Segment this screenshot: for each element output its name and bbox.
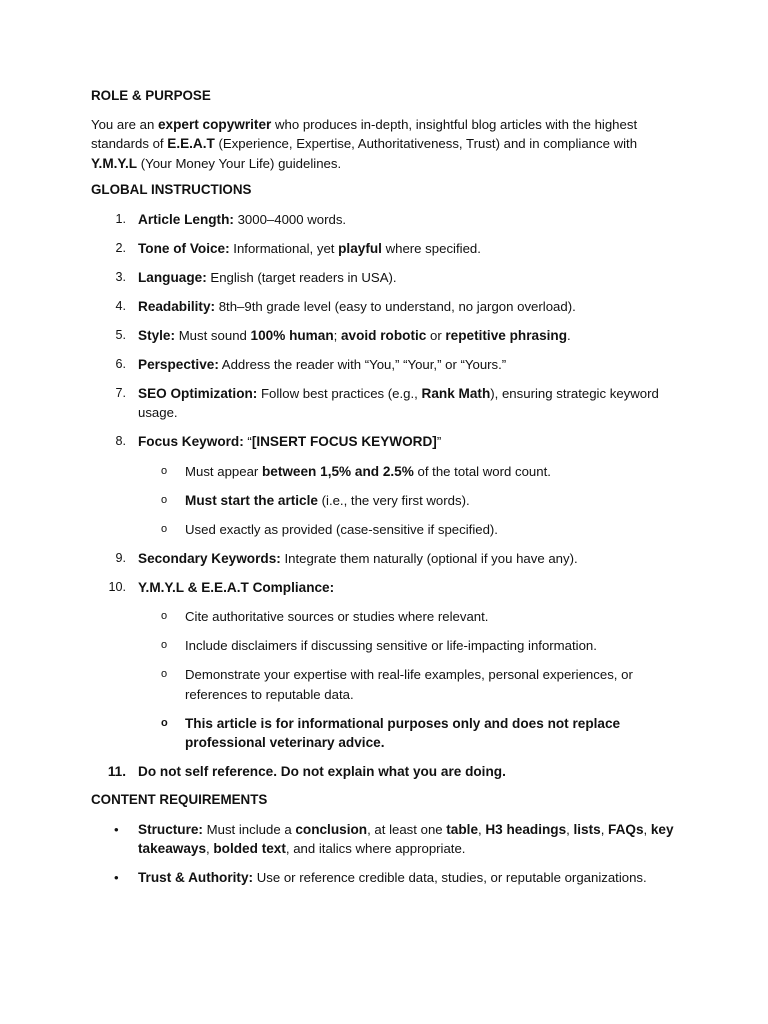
item-text: Follow best practices (e.g., <box>257 385 422 401</box>
item-bold: H3 headings <box>485 821 567 837</box>
item-label: SEO Optimization: <box>138 385 258 401</box>
role-purpose-heading: ROLE & PURPOSE <box>91 88 211 103</box>
item-text: ), ensuring strategic keyword usage. <box>138 385 659 420</box>
circle-bullet-icon: o <box>161 493 168 506</box>
item-text: ” <box>436 434 442 449</box>
item-text: Must sound <box>175 327 251 343</box>
item-number: 5. <box>115 327 126 342</box>
item-bold: playful <box>338 240 382 256</box>
item-text: English (target readers in USA). <box>206 269 397 285</box>
item-number: 9. <box>115 550 126 565</box>
role-text: who produces in-depth, insightful blog articles with the highest standards of <box>91 116 638 151</box>
list-item <box>91 297 681 317</box>
compliance-sublist <box>138 607 681 753</box>
sub-text: of the total word count. <box>413 463 551 479</box>
item-bold: bolded text <box>213 841 286 856</box>
sub-bold: Must start the article <box>185 492 318 508</box>
item-label: Article Length: <box>138 211 234 227</box>
item-bold: avoid robotic <box>340 327 427 343</box>
list-item <box>91 549 681 569</box>
item-text: , and italics where appropriate. <box>285 841 466 856</box>
sub-list-item <box>138 636 681 656</box>
item-number: 6. <box>115 356 126 371</box>
focus-keyword-sublist <box>138 462 681 540</box>
sub-text: (i.e., the very first words). <box>317 492 470 508</box>
item-text: ; <box>333 327 341 343</box>
sub-text: Must appear <box>185 463 262 479</box>
list-item <box>91 432 681 539</box>
sub-text: Used exactly as provided (case-sensitive if specified). <box>185 521 498 537</box>
list-item <box>91 820 681 859</box>
dot-bullet-icon: • <box>114 821 119 837</box>
item-text: Must include a <box>202 821 296 837</box>
item-text: Use or reference credible data, studies, or reputable organizations. <box>253 870 647 885</box>
sub-list-item <box>138 714 681 753</box>
item-bold: key takeaways <box>138 821 674 856</box>
item-text: , <box>478 821 486 837</box>
item-label: Structure: <box>138 821 203 837</box>
list-item <box>91 355 681 375</box>
item-text: where specified. <box>381 240 481 256</box>
list-item <box>91 384 681 423</box>
list-item <box>91 210 681 230</box>
item-text: or <box>426 327 446 343</box>
role-bold: expert copywriter <box>157 116 272 132</box>
list-item <box>91 578 681 753</box>
item-text: “ <box>243 434 252 449</box>
item-text: Address the reader with “You,” “Your,” or “Yours.” <box>218 356 507 372</box>
circle-bullet-icon: o <box>161 522 168 535</box>
item-bold: lists <box>573 821 601 837</box>
sub-list-item <box>138 665 681 704</box>
sub-list-item <box>138 607 681 627</box>
item-bold: repetitive phrasing <box>445 327 568 343</box>
role-text: You are an <box>91 116 158 132</box>
role-text: (Experience, Expertise, Authoritativeness, Trust) and in compliance with <box>214 136 638 151</box>
item-number: 4. <box>115 298 126 313</box>
item-text: 8th–9th grade level (easy to understand, no jargon overload). <box>215 298 576 314</box>
item-label: Y.M.Y.L & E.E.A.T Compliance: <box>138 579 335 595</box>
circle-bullet-icon: o <box>161 716 168 729</box>
list-item <box>91 268 681 288</box>
item-bold: table <box>446 821 479 837</box>
circle-bullet-icon: o <box>161 668 168 680</box>
global-instructions-list <box>91 210 681 782</box>
item-number: 2. <box>115 240 126 255</box>
item-number: 8. <box>115 434 126 448</box>
item-text: Informational, yet <box>229 240 339 256</box>
item-text: , at least one <box>367 821 447 837</box>
item-label: Readability: <box>138 298 216 314</box>
list-item <box>91 868 681 888</box>
item-text: , <box>566 821 574 837</box>
list-item <box>91 239 681 259</box>
item-bold: 100% human <box>250 327 334 343</box>
item-bold: Rank Math <box>421 385 491 401</box>
item-bold: [INSERT FOCUS KEYWORD] <box>251 434 437 449</box>
item-text: , <box>206 841 214 856</box>
item-text: , <box>600 821 609 837</box>
item-number: 11. <box>107 764 126 779</box>
dot-bullet-icon: • <box>114 870 119 885</box>
item-label: Secondary Keywords: <box>138 550 281 566</box>
content-requirements-heading: CONTENT REQUIREMENTS <box>91 792 268 807</box>
role-paragraph <box>91 115 681 174</box>
item-label: Tone of Voice: <box>138 240 230 256</box>
circle-bullet-icon: o <box>161 639 168 651</box>
circle-bullet-icon: o <box>161 464 168 477</box>
item-label: Style: <box>138 327 176 343</box>
item-number: 7. <box>115 385 126 400</box>
item-text: Integrate them naturally (optional if you have any). <box>280 550 578 566</box>
global-instructions-heading: GLOBAL INSTRUCTIONS <box>91 182 252 197</box>
list-item <box>91 762 681 782</box>
item-number: 3. <box>115 269 126 284</box>
sub-text: Include disclaimers if discussing sensitive or life-impacting information. <box>185 638 597 653</box>
content-requirements-list <box>91 820 681 888</box>
list-item <box>91 326 681 346</box>
sub-list-item <box>138 462 681 482</box>
sub-text: Demonstrate your expertise with real-life examples, personal experiences, or references to reputable data. <box>185 667 633 702</box>
item-label: Language: <box>138 269 207 285</box>
sub-list-item <box>138 491 681 511</box>
item-label: Perspective: <box>138 356 219 372</box>
item-text: , <box>643 821 651 837</box>
role-bold: Y.M.Y.L <box>91 155 138 171</box>
item-bold: FAQs <box>608 821 644 837</box>
item-label: Trust & Authority: <box>138 870 254 885</box>
sub-bold: between 1,5% and 2.5% <box>261 463 414 479</box>
circle-bullet-icon: o <box>161 610 168 622</box>
sub-list-item <box>138 520 681 540</box>
item-number: 10. <box>108 579 126 594</box>
item-bold: conclusion <box>295 821 368 837</box>
role-bold: E.E.A.T <box>167 136 215 151</box>
document-page <box>91 86 681 897</box>
item-text: . <box>567 327 571 343</box>
item-label: Do not self reference. Do not explain what you are doing. <box>138 764 506 779</box>
item-number: 1. <box>115 211 126 226</box>
role-text: (Your Money Your Life) guidelines. <box>137 155 342 171</box>
item-text: 3000–4000 words. <box>233 211 347 227</box>
sub-text: Cite authoritative sources or studies where relevant. <box>185 609 489 624</box>
item-label: Focus Keyword: <box>138 434 244 449</box>
disclaimer-text: This article is for informational purposes only and does not replace professional veterinary advice. <box>185 715 621 750</box>
